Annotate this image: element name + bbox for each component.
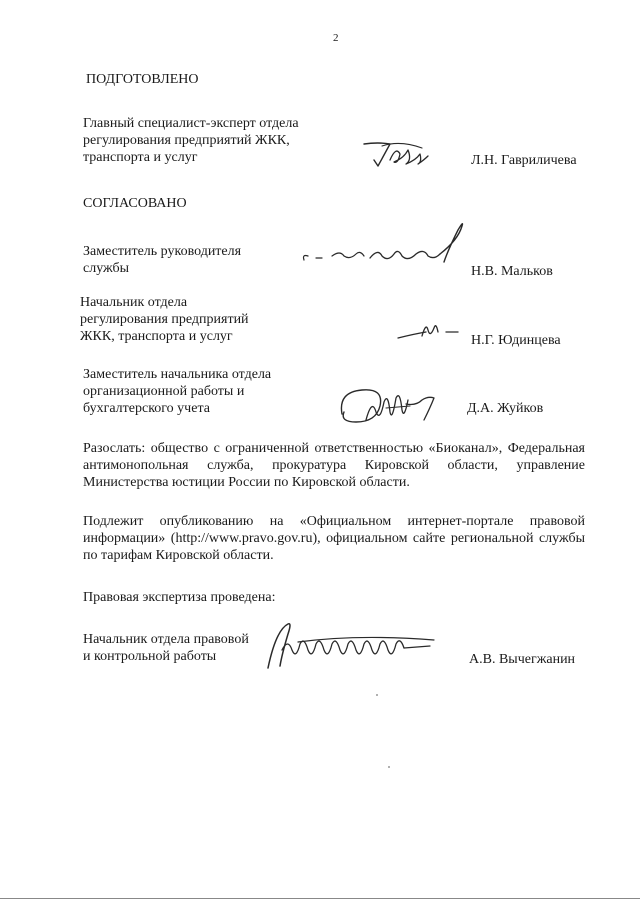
- prepared-position-line-2: регулирования предприятий ЖКК,: [83, 133, 290, 148]
- legal-position-line-2: и контрольной работы: [83, 649, 217, 664]
- legal-position-line-1: Начальник отдела правовой: [83, 632, 249, 647]
- publication-paragraph: Подлежит опубликованию на «Официальном интернет-портале правовой информации» (http://www.pravo.gov.ru), официальном сайте региональной службы по тарифам Кировской области.: [83, 514, 585, 563]
- signer-2-position-line-3: ЖКК, транспорта и услуг: [80, 329, 233, 344]
- prepared-position-line-1: Главный специалист-эксперт отдела: [83, 116, 299, 131]
- signer-3-position-line-1: Заместитель начальника отдела: [83, 367, 272, 382]
- agreed-heading: СОГЛАСОВАНО: [83, 196, 187, 211]
- signer-3-position-line-2: организационной работы и: [83, 384, 245, 399]
- scan-speck: [388, 766, 390, 768]
- signature-zhuikov: [336, 384, 446, 428]
- distribution-paragraph: Разослать: общество с ограниченной ответственностью «Биоканал», Федеральная антимонопольная служба, прокуратура Кировской области, управление Министерства юстиции России по Кировской области.: [83, 441, 585, 490]
- prepared-position-line-3: транспорта и услуг: [83, 150, 198, 165]
- signer-2-name: Н.Г. Юдинцева: [471, 333, 561, 348]
- page-number: 2: [333, 32, 339, 44]
- prepared-name: Л.Н. Гавриличева: [471, 153, 577, 168]
- legal-statement: Правовая экспертиза проведена:: [83, 590, 276, 605]
- signer-3-name: Д.А. Жуйков: [467, 401, 544, 416]
- prepared-heading: ПОДГОТОВЛЕНО: [86, 72, 199, 87]
- signer-1-position-line-1: Заместитель руководителя: [83, 244, 242, 259]
- signature-gavrilicheva: [360, 136, 440, 172]
- signer-2-position-line-2: регулирования предприятий: [80, 312, 249, 327]
- signature-yudintseva: [394, 318, 462, 344]
- signer-2-position-line-1: Начальник отдела: [80, 295, 188, 310]
- signer-1-position-line-2: службы: [83, 261, 130, 276]
- signature-malkov: [298, 220, 468, 272]
- signer-1-name: Н.В. Мальков: [471, 264, 553, 279]
- signature-vychegzhanin: [258, 620, 438, 672]
- legal-name: А.В. Вычегжанин: [469, 652, 576, 667]
- signer-3-position-line-3: бухгалтерского учета: [83, 401, 210, 416]
- scan-speck: [376, 694, 378, 696]
- scan-edge-line: [0, 898, 640, 899]
